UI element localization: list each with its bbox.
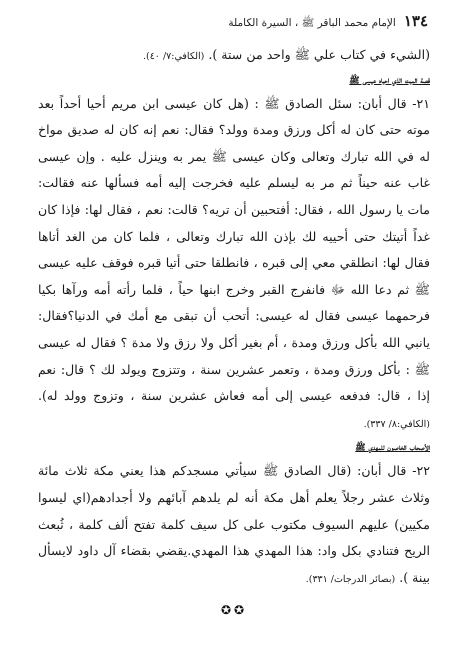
page-header [40, 12, 428, 34]
running-title: الإمام محمد الباقر ﷺ ، السيرة الكاملة [228, 17, 396, 29]
intro-paragraph [38, 42, 430, 71]
paragraph-22-text: ٢٢- قال أبان: (قال الصادق ﷺ سيأتي مسجدكم هذا يعني مكة ثلاث مائة وثلاث عشر رجلاً يعلم أهل مكة أنه لم يلدهم آبائهم ولا أجدادهم(اي ليسوا مكيين) عليهم السيوف مكتوب على كل سيف كلمة تفتح ألف كلمة ، ثُبعث الريح فتنادي بكل واد: هذا المهدي هذا المهدي.يقضي بقضاء آل داود لايسأل بينة ). [38, 463, 430, 585]
section-heading-resurrection: قصة الميت الذي احياه عيسى ﷺ [349, 75, 430, 86]
section-heading-companions: الأصحاب الخاصون للمهدي ﷺ [355, 443, 430, 454]
end-ornament-icon: ✪✪ [220, 603, 248, 617]
paragraph-22-citation: (بصائر الدرجات/ ٣٣١). [305, 573, 396, 585]
intro-text: (الشيء في كتاب علي ﷺ واحد من ستة ). [208, 47, 430, 62]
paragraph-21-text: ٢١- قال أبان: سئل الصادق ﷺ : (هل كان عيسى ابن مريم أحيا أحداً بعد موته حتى كان له أكل ورزق ومدة وولد؟ فقال: نعم إنه كان له صديق مواخ له في الله تبارك وتعالى وكان عيسى ﷺ يمر به وينزل عليه . وإن عيسى غاب عنه حيناً ثم مر به ليسلم عليه فخرجت إليه أمه فسألها عنه فقالت: مات يا رسول الله ، فقال: أفتحبين أن تريه؟ قالت: نعم ، فقال لها: فإذا كان غداً أتيتك حتى أحييه لك بإذن الله تبارك وتعالى ، فلما كان من الغد أتاها فقال لها: انطلقي معي إلى قبره ، فانطلقا حتى أتيا قبره فوقف عليه عيسى ﷺ ثم دعا الله ﷻ فانفرج القبر وخرج ابنها حياً ، فلما رأته أمه ورآها بكيا فرحمهما عيسى فقال له عيسى: أتحب أن تبقى مع أمك في الدنيا؟فقال: يانبي الله بأكل ورزق ومدة ، أم بغير أكل ولا رزق ولا مدة ؟ فقال له عيسى ﷺ : بأكل ورزق ومدة ، وتعمر عشرين سنة ، وتتزوج ويولد لك ؟ قال: نعم إذا ، قال: فدفعه عيسى إلى أمه فعاش عشرين سنة ، وتزوج وولد له). [38, 95, 430, 404]
paragraph-21 [38, 91, 430, 439]
paragraph-22 [38, 458, 430, 593]
intro-citation: (الكافي:٧/ ٤٠). [142, 51, 205, 62]
paragraph-21-citation: (الكافي:٨/ ٣٣٧). [363, 418, 430, 430]
page-number: ١٣٤ [403, 12, 428, 30]
page-body [38, 42, 430, 593]
